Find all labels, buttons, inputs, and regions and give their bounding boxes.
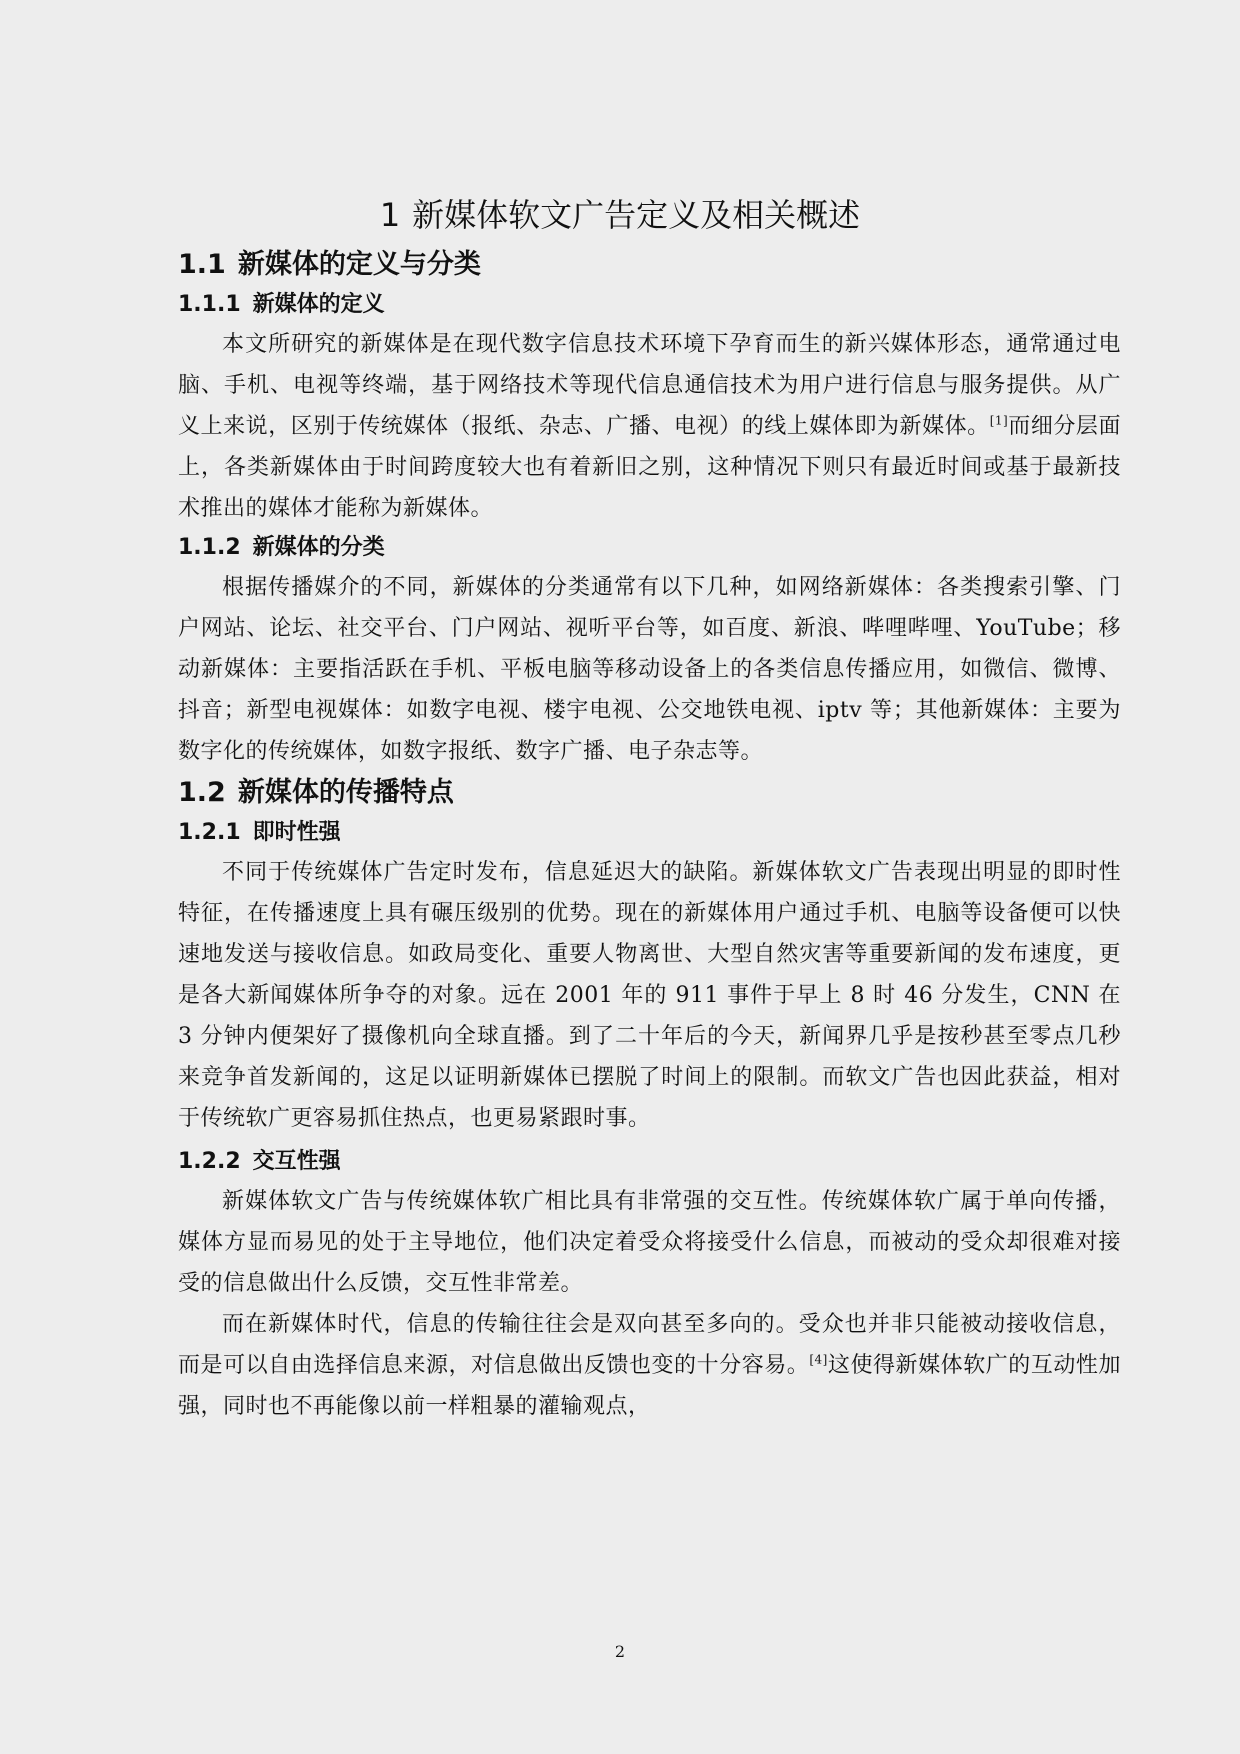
subsection-title: 新媒体的分类 (252, 535, 385, 560)
subsection-title: 即时性强 (252, 820, 341, 845)
section-title: 新媒体的传播特点 (237, 777, 454, 808)
paragraph-text: 而细分层面上，各类新媒体由于时间跨度较大也有着新旧之别，这种情况下则只有最近时间或基于最新技术推出的媒体才能称为新媒体。 (178, 414, 1121, 521)
paragraph-classification: 根据传播媒介的不同，新媒体的分类通常有以下几种，如网络新媒体：各类搜索引擎、门户网站、论坛、社交平台、门户网站、视听平台等，如百度、新浪、哔哩哔哩、YouTube；移动新媒体：主要指活跃在手机、平板电脑等移动设备上的各类信息传播应用，如微信、微博、抖音；新型电视媒体：如数字电视、楼宇电视、公交地铁电视、iptv 等；其他新媒体：主要为数字化的传统媒体，如数字报纸、数字广播、电子杂志等。 (178, 575, 1121, 764)
citation-marker: [4] (809, 1352, 828, 1367)
chapter-number: 1 (379, 196, 401, 235)
section-heading-1-1 (178, 244, 1121, 286)
subsection-number: 1.2.1 (178, 820, 241, 845)
paragraph-definition (178, 324, 1121, 529)
subsection-heading-1-2-2 (178, 1143, 1121, 1181)
subsection-heading-1-1-2 (178, 529, 1121, 567)
subsection-number: 1.1.1 (178, 292, 241, 317)
section-number: 1.2 (178, 777, 226, 808)
subsection-heading-1-2-1 (178, 814, 1121, 852)
subsection-heading-1-1-1 (178, 286, 1121, 324)
section-heading-1-2 (178, 772, 1121, 814)
paragraph-text: 而在新媒体时代，信息的传输往往会是双向甚至多向的。受众也并非只能被动接收信息，而是可以自由选择信息来源，对信息做出反馈也变的十分容易。 (178, 1312, 1121, 1378)
chapter-title-text: 新媒体软文广告定义及相关概述 (412, 196, 861, 235)
citation-marker: [1] (989, 413, 1009, 428)
document-body (178, 244, 1121, 1427)
paragraph-text: 本文所研究的新媒体是在现代数字信息技术环境下孕育而生的新兴媒体形态，通常通过电脑、手机、电视等终端，基于网络技术等现代信息通信技术为用户进行信息与服务提供。从广义上来说，区别于传统媒体（报纸、杂志、广播、电视）的线上媒体即为新媒体。 (178, 332, 1121, 439)
section-number: 1.1 (178, 249, 226, 280)
page-number: 2 (614, 1642, 626, 1661)
paragraph-interactivity-1: 新媒体软文广告与传统媒体软广相比具有非常强的交互性。传统媒体软广属于单向传播，媒体方显而易见的处于主导地位，他们决定着受众将接受什么信息，而被动的受众却很难对接受的信息做出什么反馈，交互性非常差。 (178, 1189, 1121, 1296)
chapter-title (0, 193, 1240, 237)
subsection-title: 新媒体的定义 (252, 292, 385, 317)
paragraph-immediacy: 不同于传统媒体广告定时发布，信息延迟大的缺陷。新媒体软文广告表现出明显的即时性特征，在传播速度上具有碾压级别的优势。现在的新媒体用户通过手机、电脑等设备便可以快速地发送与接收信息。如政局变化、重要人物离世、大型自然灾害等重要新闻的发布速度，更是各大新闻媒体所争夺的对象。远在 2001 年的 911 事件于早上 8 时 46 分发生，CNN 在 3 分钟内便架好了摄像机向全球直播。到了二十年后的今天，新闻界几乎是按秒甚至零点几秒来竞争首发新闻的，这足以证明新媒体已摆脱了时间上的限制。而软文广告也因此获益，相对于传统软广更容易抓住热点，也更易紧跟时事。 (178, 860, 1121, 1131)
subsection-number: 1.1.2 (178, 535, 241, 560)
subsection-number: 1.2.2 (178, 1149, 241, 1174)
paragraph-interactivity-2 (178, 1304, 1121, 1427)
paragraph-text: 这使得新媒体软广的互动性加强，同时也不再能像以前一样粗暴的灌输观点， (178, 1353, 1121, 1419)
section-title: 新媒体的定义与分类 (237, 249, 481, 280)
subsection-title: 交互性强 (252, 1149, 341, 1174)
